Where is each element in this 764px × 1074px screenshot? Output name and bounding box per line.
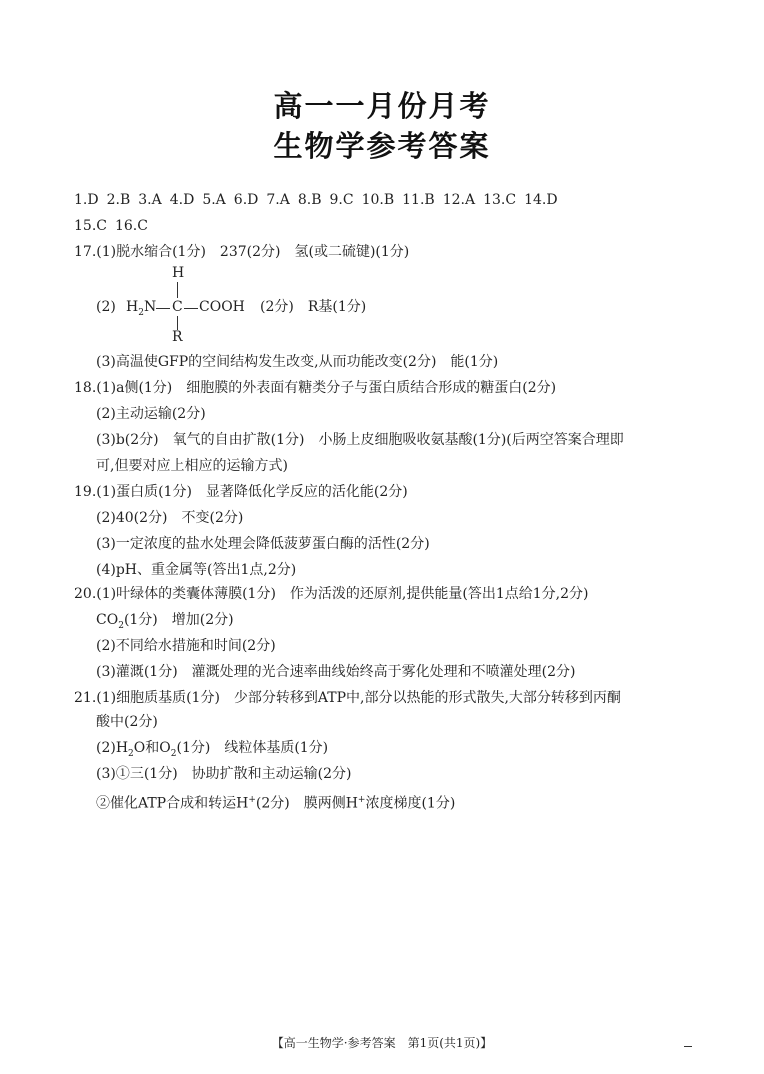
answer-item: 16.C xyxy=(114,218,148,234)
formula-h2n: $H_2N$ xyxy=(126,299,157,318)
q18-line-1: 18.(1)a侧(1分) 细胞膜的外表面有糖类分子与蛋白质结合形成的糖蛋白(2分) xyxy=(74,380,557,396)
q20-line-3: (2)不同给水措施和时间(2分) xyxy=(96,638,276,654)
q19-line-1: 19.(1)蛋白质(1分) 显著降低化学反应的活化能(2分) xyxy=(74,484,408,500)
page-footer: 【高一生物学·参考答案 第1页(共1页)】 xyxy=(271,1036,493,1050)
answer-item: 14.D xyxy=(524,192,558,208)
answer-item: 13.C xyxy=(483,192,517,208)
answer-item: 4.D xyxy=(169,192,195,208)
bond-left xyxy=(156,308,170,309)
bond-top xyxy=(177,282,178,298)
amino-acid-formula xyxy=(96,264,436,344)
answer-item: 9.C xyxy=(329,192,354,208)
q20-line-2: $CO_2(1$分) 增加(2分) xyxy=(96,612,234,631)
q20-line-1: 20.(1)叶绿体的类囊体薄膜(1分) 作为活泼的还原剂,提供能量(答出1点给1分,2分) xyxy=(74,586,589,602)
answer-item: 10.B xyxy=(361,192,395,208)
answer-item: 15.C xyxy=(74,218,107,234)
answer-item: 8.B xyxy=(297,192,322,208)
answer-item: 1.D xyxy=(74,192,99,208)
formula-suffix: (2分) R基(1分) xyxy=(260,299,367,315)
formula-r-bottom: R xyxy=(172,329,183,345)
q19-line-2: (2)40(2分) 不变(2分) xyxy=(96,510,244,526)
q17-line-3: (3)高温使GFP的空间结构发生改变,从而功能改变(2分) 能(1分) xyxy=(96,354,499,370)
answer-item: 11.B xyxy=(402,192,435,208)
q21-line-3: $(2)H_2O$和$O_2(1$分) 线粒体基质(1分) xyxy=(96,740,329,759)
q18-line-3: (3)b(2分) 氧气的自由扩散(1分) 小肠上皮细胞吸收氨基酸(1分)(后两空答案合理即 xyxy=(96,432,624,448)
formula-prefix: (2) xyxy=(96,299,116,315)
footer-dash xyxy=(684,1046,692,1047)
choice-answers-row-1 xyxy=(74,190,696,210)
title-line-1: 高一一月份月考 xyxy=(273,89,491,123)
q21-line-2: 酸中(2分) xyxy=(96,714,158,730)
answer-item: 2.B xyxy=(106,192,131,208)
q18-line-2: (2)主动运输(2分) xyxy=(96,406,206,422)
q21-line-5: ②催化ATP合成和转运H+(2分) 膜两侧H+浓度梯度(1分) xyxy=(96,795,456,812)
answer-item: 7.A xyxy=(266,192,290,208)
q21-line-1: 21.(1)细胞质基质(1分) 少部分转移到ATP中,部分以热能的形式散失,大部分转移到丙酮 xyxy=(74,690,621,706)
q17-line-1: 17.(1)脱水缩合(1分) 237(2分) 氢(或二硫键)(1分) xyxy=(74,244,410,260)
bond-right xyxy=(184,308,198,309)
formula-c: C xyxy=(172,299,183,315)
formula-cooh: COOH xyxy=(199,299,245,315)
choice-answers-row-2 xyxy=(74,216,696,236)
q21-line-4: (3)①三(1分) 协助扩散和主动运输(2分) xyxy=(96,766,352,782)
q18-line-4: 可,但要对应上相应的运输方式) xyxy=(96,458,288,474)
title-line-2: 生物学参考答案 xyxy=(273,129,491,163)
answer-item: 3.A xyxy=(138,192,162,208)
q19-line-4: (4)pH、重金属等(答出1点,2分) xyxy=(96,562,297,578)
answer-item: 6.D xyxy=(233,192,259,208)
answer-item: 12.A xyxy=(442,192,476,208)
q20-line-4: (3)灌溉(1分) 灌溉处理的光合速率曲线始终高于雾化处理和不喷灌处理(2分) xyxy=(96,664,576,680)
formula-h-top: H xyxy=(172,265,185,281)
answer-item: 5.A xyxy=(202,192,226,208)
q19-line-3: (3)一定浓度的盐水处理会降低菠萝蛋白酶的活性(2分) xyxy=(96,536,430,552)
